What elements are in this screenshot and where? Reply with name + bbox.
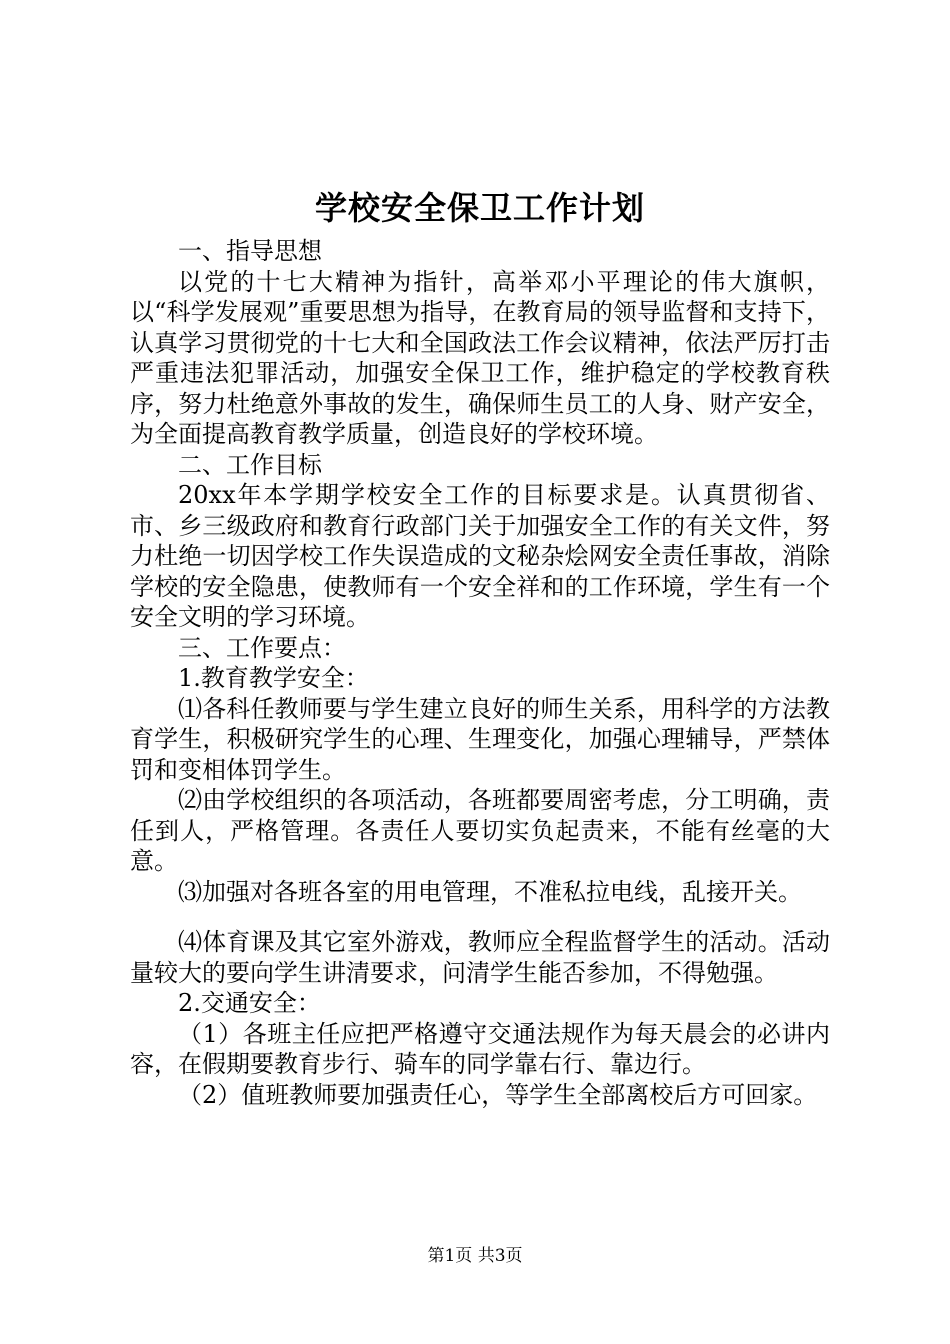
section-heading-key-points: 三、工作要点： — [178, 633, 346, 662]
page-footer — [0, 1245, 950, 1267]
list-item-teaching-4: ⑷体育课及其它室外游戏，教师应全程监督学生的活动。活动量较大的要向学生讲清要求，问清学生能否参加，不得勉强。 — [130, 928, 830, 987]
subheading-traffic-safety: 2.交通安全： — [178, 989, 321, 1017]
document-page — [130, 180, 830, 1110]
list-item-traffic-2: （2）值班教师要加强责任心，等学生全部离校后方可回家。 — [178, 1080, 818, 1109]
paragraph-work-goals: 20xx年本学期学校安全工作的目标要求是。认真贯彻省、市、乡三级政府和教育行政部门关于加强安全工作的有关文件，努力杜绝一切因学校工作失误造成的文秘杂烩网安全责任事故，消除学校的安全隐患，使教师有一个安全祥和的工作环境，学生有一个安全文明的学习环境。 — [130, 481, 830, 631]
document-title: 学校安全保卫工作计划 — [314, 189, 645, 227]
subheading-teaching-safety: 1.教育教学安全： — [178, 664, 369, 692]
section-heading-work-goals: 二、工作目标 — [178, 450, 322, 479]
page-number: 第1页 共3页 — [427, 1246, 523, 1266]
paragraph-guiding-ideology: 以党的十七大精神为指针，高举邓小平理论的伟大旗帜，以“科学发展观”重要思想为指导，在教育局的领导监督和支持下，认真学习贯彻党的十七大和全国政法工作会议精神，依法严厉打击严重违法犯罪活动，加强安全保卫工作，维护稳定的学校教育秩序，努力杜绝意外事故的发生，确保师生员工的人身、财产安全，为全面提高教育教学质量，创造良好的学校环境。 — [130, 267, 830, 448]
list-item-teaching-1: ⑴各科任教师要与学生建立良好的师生关系，用科学的方法教育学生，积极研究学生的心理、生理变化，加强心理辅导，严禁体罚和变相体罚学生。 — [130, 694, 830, 784]
section-heading-guiding-ideology: 一、指导思想 — [178, 237, 322, 265]
list-item-traffic-1: （1）各班主任应把严格遵守交通法规作为每天晨会的必讲内容，在假期要教育步行、骑车的同学靠右行、靠边行。 — [130, 1019, 830, 1078]
list-item-teaching-2: ⑵由学校组织的各项活动，各班都要周密考虑，分工明确，责任到人，严格管理。各责任人要切实负起责来，不能有丝毫的大意。 — [130, 786, 830, 875]
list-item-teaching-3: ⑶加强对各班各室的用电管理，不准私拉电线，乱接开关。 — [178, 877, 802, 906]
